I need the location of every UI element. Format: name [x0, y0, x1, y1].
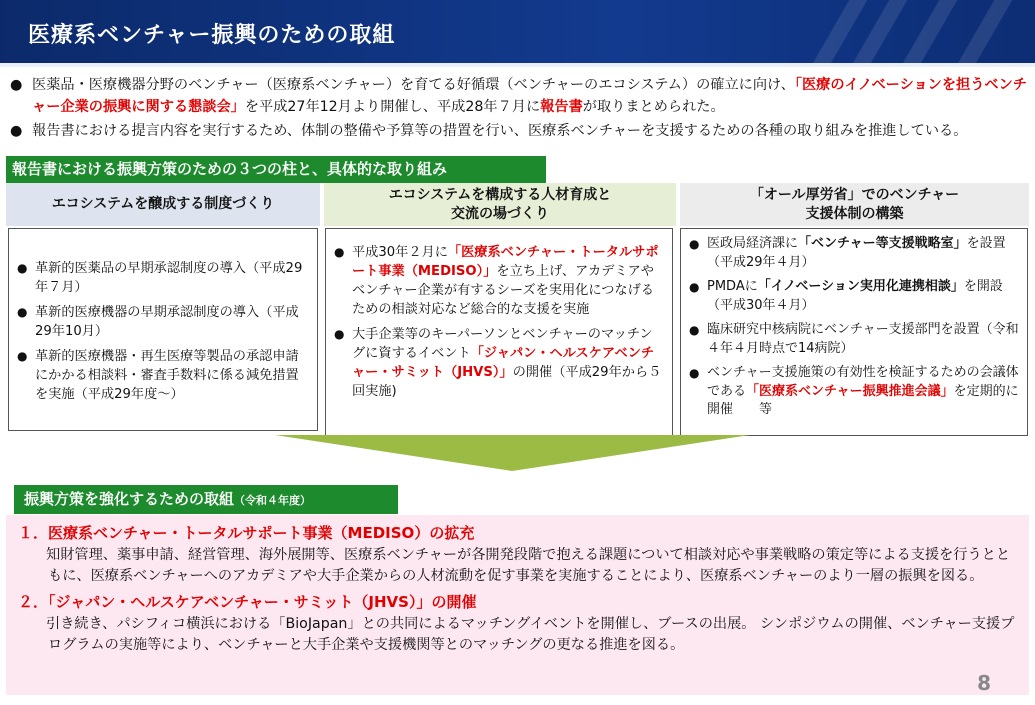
- list-item: [332, 325, 664, 401]
- initiative-heading-2: ２．「ジャパン・ヘルスケアベンチャー・サミット（JHVS）」の開催: [18, 593, 477, 611]
- list-item: [15, 347, 309, 404]
- item-highlight: 「ジャパン・ヘルスケアベンチャー・サミット（JHVS）」: [352, 346, 655, 380]
- item-text: 医政局経済課に: [707, 236, 799, 251]
- intro-text: 医薬品・医療機器分野のベンチャー（医療系ベンチャー）を育てる好循環（ベンチャーのエコシステム）の確立に向け、: [32, 77, 795, 93]
- item-emphasis: 「ベンチャー等支援戦略室」: [798, 236, 967, 251]
- item-text: を開設（平成30年４月）: [707, 279, 1003, 313]
- bullet-icon: ●: [10, 77, 23, 93]
- title-underline: [0, 63, 1035, 67]
- page-title: 医療系ベンチャー振興のための取組: [28, 23, 396, 48]
- section2-header: [14, 485, 398, 514]
- bullet-icon: ●: [17, 261, 28, 275]
- item-text: を定期的に開催 等: [707, 383, 1019, 417]
- list-item: [15, 303, 309, 341]
- item-text: 革新的医薬品の早期承認制度の導入（平成29年７月）: [35, 261, 303, 295]
- column-box-2: [325, 228, 673, 436]
- section1-header: 報告書における振興方策のための３つの柱と、具体的な取り組み: [6, 156, 546, 183]
- item-text: ベンチャー支援施策の有効性を検証するための会議体である: [707, 365, 1019, 399]
- column-head-2-line2: 交流の場づくり: [450, 205, 549, 222]
- item-text: 革新的医療機器の早期承認制度の導入（平成29年10月）: [35, 305, 299, 339]
- list-item: [687, 278, 1019, 315]
- item-text: 大手企業等のキーパーソンとベンチャーのマッチングに資するイベント: [352, 327, 653, 361]
- item-text: を設置（平成29年４月）: [707, 236, 1006, 270]
- column-head-3-line1: 「オール厚労省」でのベンチャー: [749, 186, 960, 203]
- item-text: を立ち上げ、アカデミアやベンチャー企業が有するシーズを実用化につなげるための相談対応など総合的な支援を実施: [352, 264, 654, 317]
- column-head-3: [680, 183, 1029, 226]
- list-item: [687, 364, 1019, 420]
- intro-highlight: 「医療のイノベーションを担うベンチャー企業の振興に関する懇談会」: [32, 77, 1027, 115]
- bullet-icon: ●: [17, 305, 28, 319]
- bullet-icon: ●: [10, 123, 23, 139]
- bullet-icon: ●: [689, 280, 700, 294]
- item-emphasis: 「イノベーション実用化連携相談」: [757, 279, 964, 294]
- section2-year: （令和４年度）: [234, 494, 312, 507]
- bullet-icon: ●: [689, 323, 700, 337]
- item-highlight: 「医療系ベンチャー振興推進会議」: [746, 383, 954, 399]
- down-arrow-icon: [275, 435, 750, 475]
- item-text: の開催（平成29年から５回実施): [352, 365, 662, 399]
- item-text: 臨床研究中核病院にベンチャー支援部門を設置（令和４年４月時点で14病院）: [707, 322, 1019, 356]
- initiative-body-1: 知財管理、薬事申請、経営管理、海外展開等、医療系ベンチャーが各開発段階で抱える課題について相談対応や事業戦略の策定等による支援を行うとともに、医療系ベンチャーへのアカデミアや大手企業からの人材流動を促す事業を実施することにより、医療系ベンチャーのより一層の振興を図る。: [46, 547, 1011, 584]
- initiatives-box: [6, 515, 1029, 695]
- page-number: 8: [977, 671, 991, 695]
- column-head-2-line1: エコシステムを構成する人材育成と: [388, 186, 612, 203]
- list-item: [332, 243, 664, 319]
- column-box-3: [680, 228, 1028, 436]
- intro-text: が取りまとめられた。: [582, 99, 725, 115]
- intro-bullets: [6, 74, 1031, 144]
- item-text: 平成30年２月に: [352, 245, 448, 260]
- intro-highlight: 報告書: [540, 99, 583, 115]
- column-box-1: [8, 228, 318, 431]
- bullet-icon: ●: [334, 245, 345, 259]
- section2-title: 振興方策を強化するための取組: [24, 490, 235, 508]
- bullet-icon: ●: [689, 237, 700, 251]
- item-text: PMDAに: [707, 279, 758, 294]
- intro-text: を平成27年12月より開催し、平成28年７月に: [244, 99, 541, 115]
- initiative-heading-1: １．医療系ベンチャー・トータルサポート事業（MEDISO）の拡充: [18, 524, 475, 542]
- bullet-icon: ●: [334, 327, 345, 341]
- intro-bullet-2: [6, 120, 1031, 142]
- title-bar: [0, 0, 1035, 67]
- list-item: [15, 259, 309, 297]
- intro-bullet-1: [6, 74, 1031, 118]
- list-item: [687, 321, 1019, 358]
- decor-stripe: [956, 0, 1013, 67]
- initiative-body-2: 引き続き、パシフィコ横浜における「BioJapan」との共同によるマッチングイベントを開催し、ブースの出展。 シンポジウムの開催、ベンチャー支援プログラムの実施等により、ベンチャーと大手企業や支援機関等とのマッチングの更なる推進を図る。: [46, 616, 1015, 653]
- item-highlight: 「医療系ベンチャー・トータルサポート事業（MEDISO）」: [352, 245, 659, 279]
- list-item: [687, 235, 1019, 272]
- intro-text: 報告書における提言内容を実行するため、体制の整備や予算等の措置を行い、医療系ベンチャーを支援するための各種の取り組みを推進している。: [32, 123, 968, 139]
- bullet-icon: ●: [689, 366, 700, 380]
- column-head-2: [324, 183, 676, 226]
- column-head-1: エコシステムを醸成する制度づくり: [6, 183, 320, 226]
- item-text: 革新的医療機器・再生医療等製品の承認申請にかかる相談料・審査手数料に係る減免措置を実施（平成29年度～）: [35, 349, 299, 402]
- decor-stripe: [901, 0, 958, 67]
- bullet-icon: ●: [17, 349, 28, 363]
- column-head-3-line2: 支援体制の構築: [805, 205, 904, 222]
